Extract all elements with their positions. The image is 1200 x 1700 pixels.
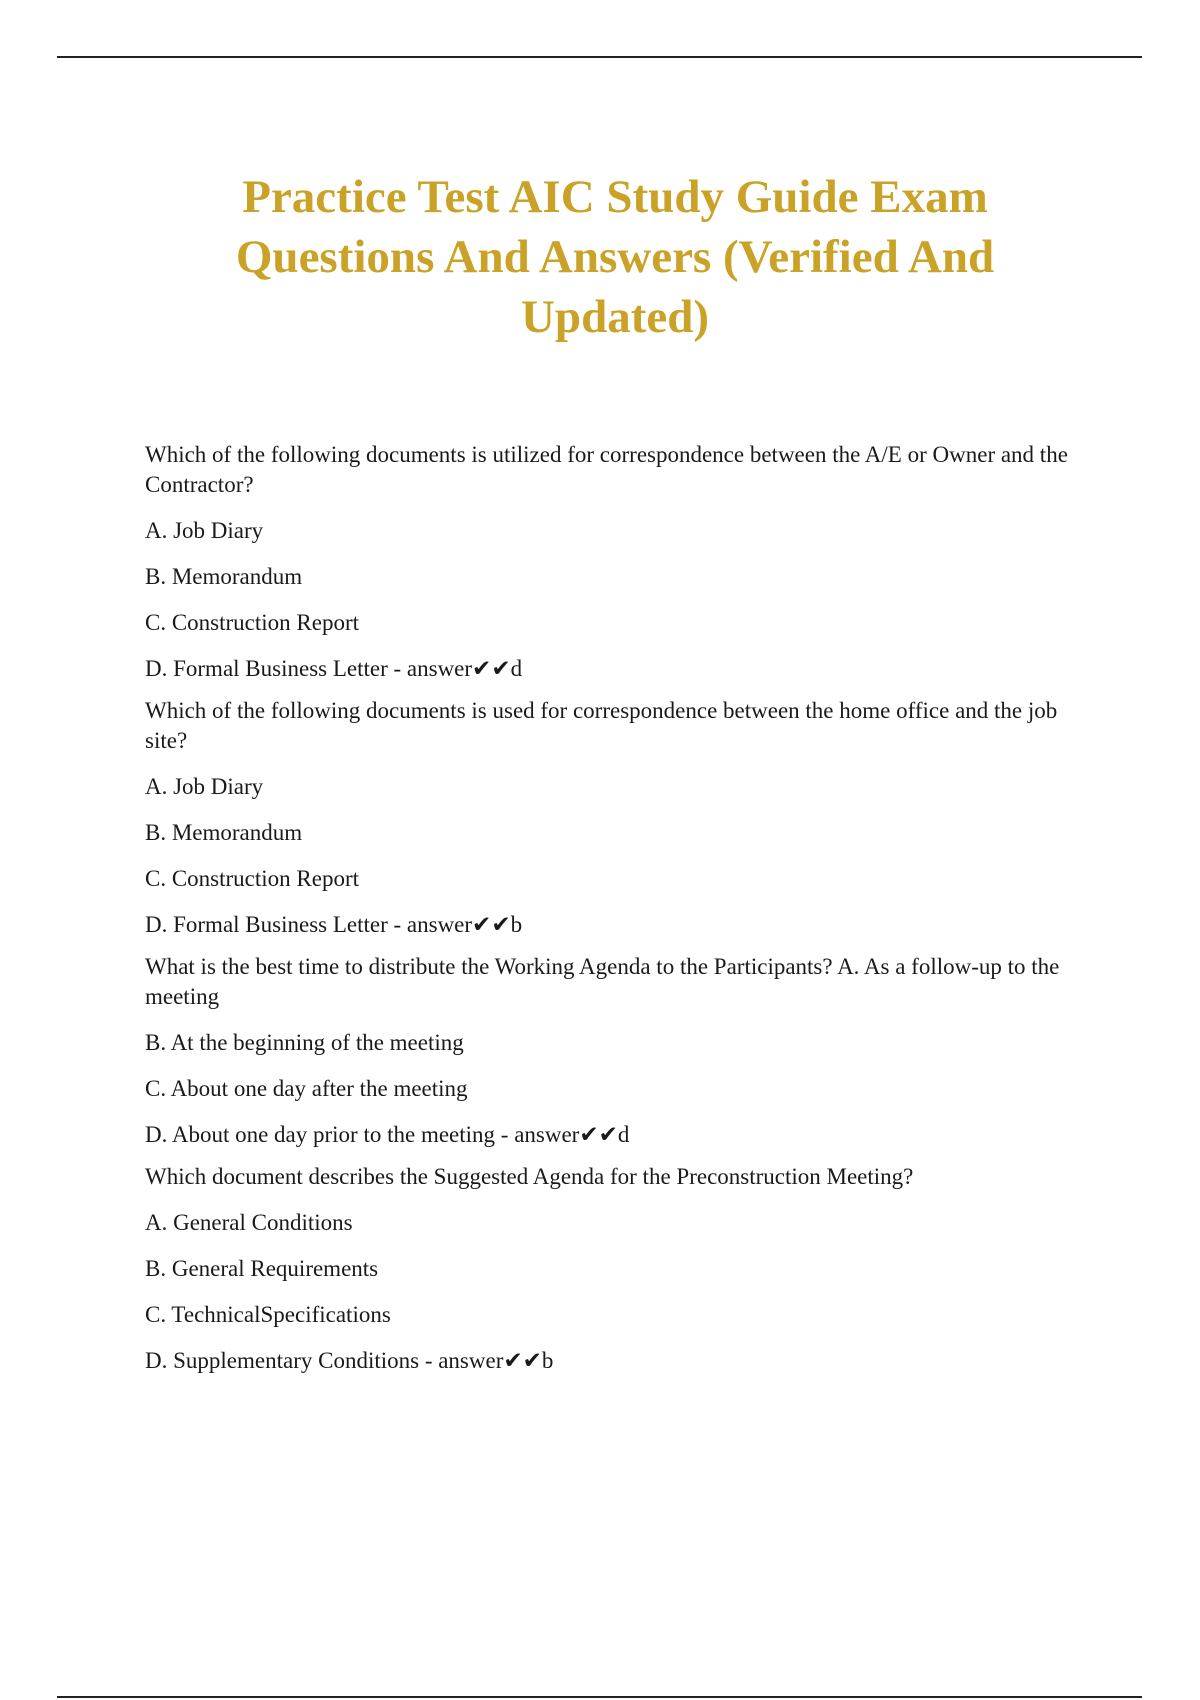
answer-option: A. Job Diary	[145, 774, 264, 799]
answer-option: A. Job Diary	[145, 518, 264, 543]
question-block	[145, 696, 1090, 940]
question-list	[145, 440, 1090, 1388]
answer-option: B. Memorandum	[145, 820, 303, 845]
answer-option-with-key: D. Formal Business Letter - answer✔✔b	[145, 912, 523, 937]
answer-option: C. Construction Report	[145, 866, 360, 891]
bottom-rule	[57, 1696, 1142, 1698]
question-block	[145, 1162, 1090, 1376]
answer-option: B. At the beginning of the meeting	[145, 1030, 464, 1055]
answer-option-with-key: D. Supplementary Conditions - answer✔✔b	[145, 1348, 554, 1373]
answer-option: A. General Conditions	[145, 1210, 353, 1235]
question-prompt: Which of the following documents is utilized for correspondence between the A/E or Owner and the Contractor?	[145, 442, 1068, 497]
question-block	[145, 440, 1090, 684]
answer-option-with-key: D. Formal Business Letter - answer✔✔d	[145, 656, 523, 681]
answer-option: C. TechnicalSpecifications	[145, 1302, 391, 1327]
question-prompt: What is the best time to distribute the Working Agenda to the Participants? A. As a follow-up to the meeting	[145, 954, 1060, 1009]
answer-option: B. General Requirements	[145, 1256, 379, 1281]
question-prompt: Which document describes the Suggested Agenda for the Preconstruction Meeting?	[145, 1164, 914, 1189]
document-title: Practice Test AIC Study Guide Exam Questions And Answers (Verified And Updated)	[235, 171, 995, 343]
answer-option: C. About one day after the meeting	[145, 1076, 468, 1101]
answer-option: C. Construction Report	[145, 610, 360, 635]
answer-option-with-key: D. About one day prior to the meeting - answer✔✔d	[145, 1122, 630, 1147]
answer-option: B. Memorandum	[145, 564, 303, 589]
question-prompt: Which of the following documents is used for correspondence between the home office and the job site?	[145, 698, 1058, 753]
question-block	[145, 952, 1090, 1150]
top-rule	[57, 56, 1142, 58]
